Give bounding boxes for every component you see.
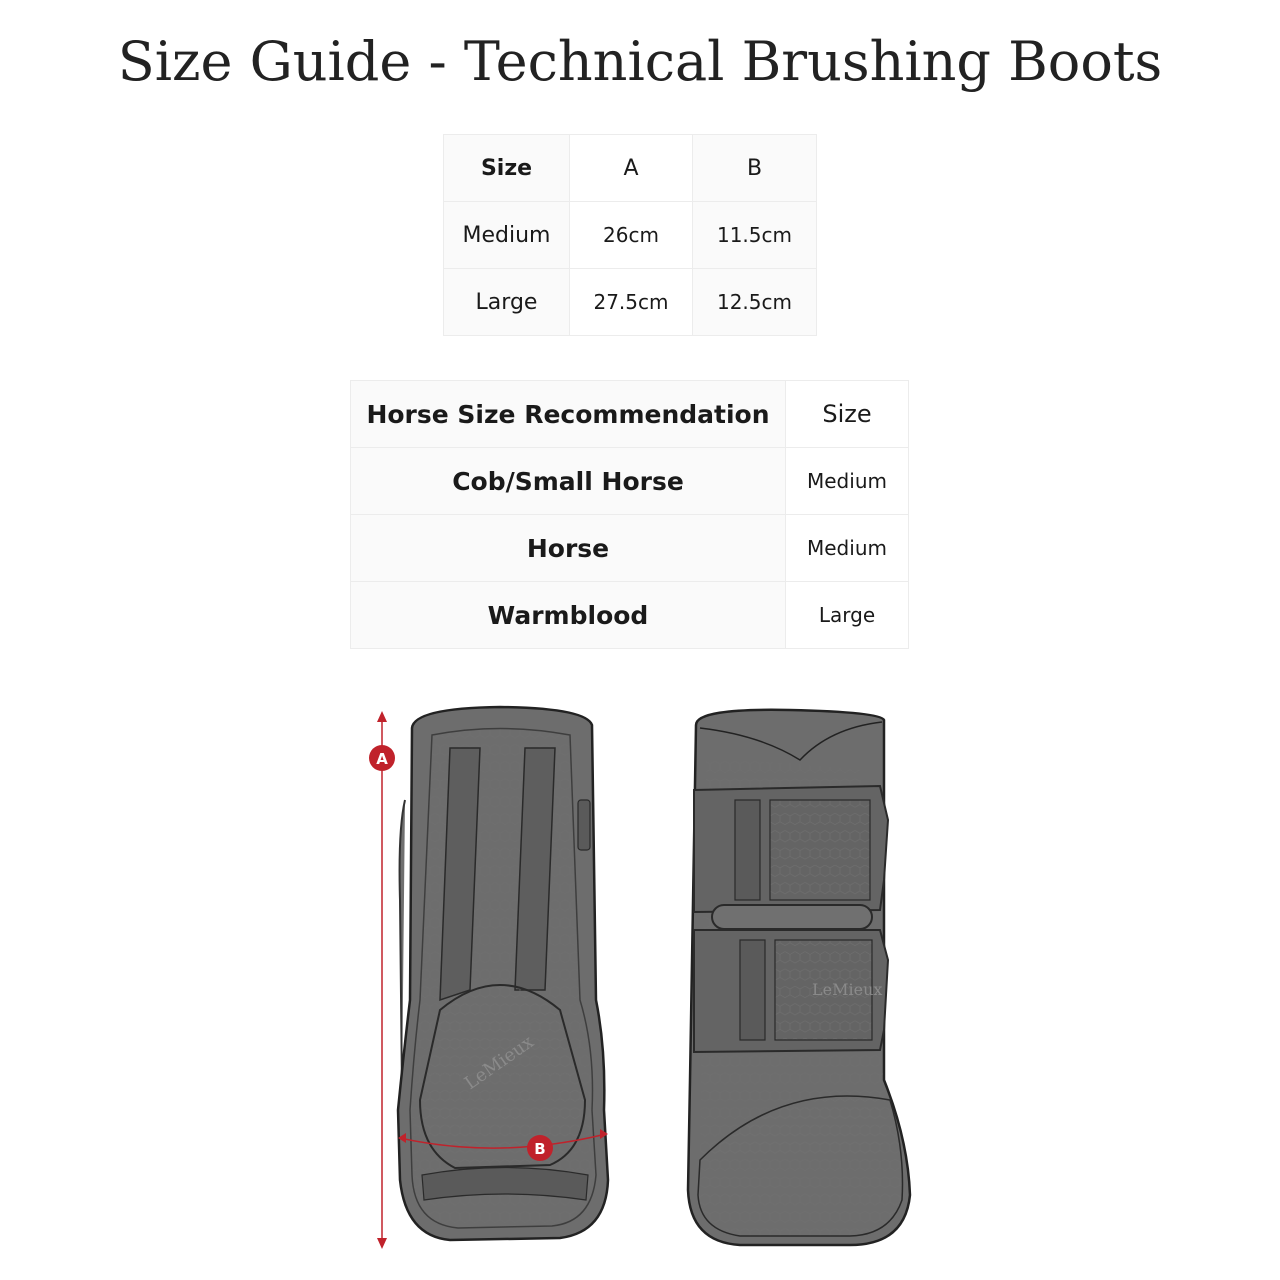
table-cell: 12.5cm: [693, 269, 817, 336]
page-title: Size Guide - Technical Brushing Boots: [117, 30, 1163, 93]
boot-illustration: [340, 700, 940, 1260]
table-cell: Large: [444, 269, 570, 336]
table-cell: Cob/Small Horse: [351, 448, 786, 515]
side-boot: [688, 710, 910, 1245]
table-header: Horse Size Recommendation: [351, 381, 786, 448]
table-row: [444, 135, 817, 202]
front-boot: [398, 707, 608, 1240]
table-row: [351, 515, 909, 582]
marker-b: [527, 1135, 553, 1161]
table-cell: 11.5cm: [693, 202, 817, 269]
table-header: Size: [786, 381, 909, 448]
table-cell: Warmblood: [351, 582, 786, 649]
size-table: [443, 134, 817, 336]
table-header: A: [570, 135, 693, 202]
table-cell: Medium: [786, 515, 909, 582]
marker-a-label: A: [376, 750, 388, 768]
marker-b-label: B: [534, 1140, 546, 1158]
marker-a: [369, 745, 395, 771]
table-header: B: [693, 135, 817, 202]
table-cell: 26cm: [570, 202, 693, 269]
table-row: [351, 448, 909, 515]
table-cell: 27.5cm: [570, 269, 693, 336]
table-row: [444, 269, 817, 336]
table-row: [351, 582, 909, 649]
table-row: [351, 381, 909, 448]
table-cell: Large: [786, 582, 909, 649]
table-row: [444, 202, 817, 269]
table-cell: Horse: [351, 515, 786, 582]
measure-a-line: [377, 711, 387, 1249]
brand-watermark-side: LeMieux: [812, 980, 883, 999]
horse-size-table: [350, 380, 909, 649]
table-cell: Medium: [786, 448, 909, 515]
brand-watermark-front: LeMieux: [460, 1031, 538, 1095]
table-header: Size: [444, 135, 570, 202]
table-cell: Medium: [444, 202, 570, 269]
